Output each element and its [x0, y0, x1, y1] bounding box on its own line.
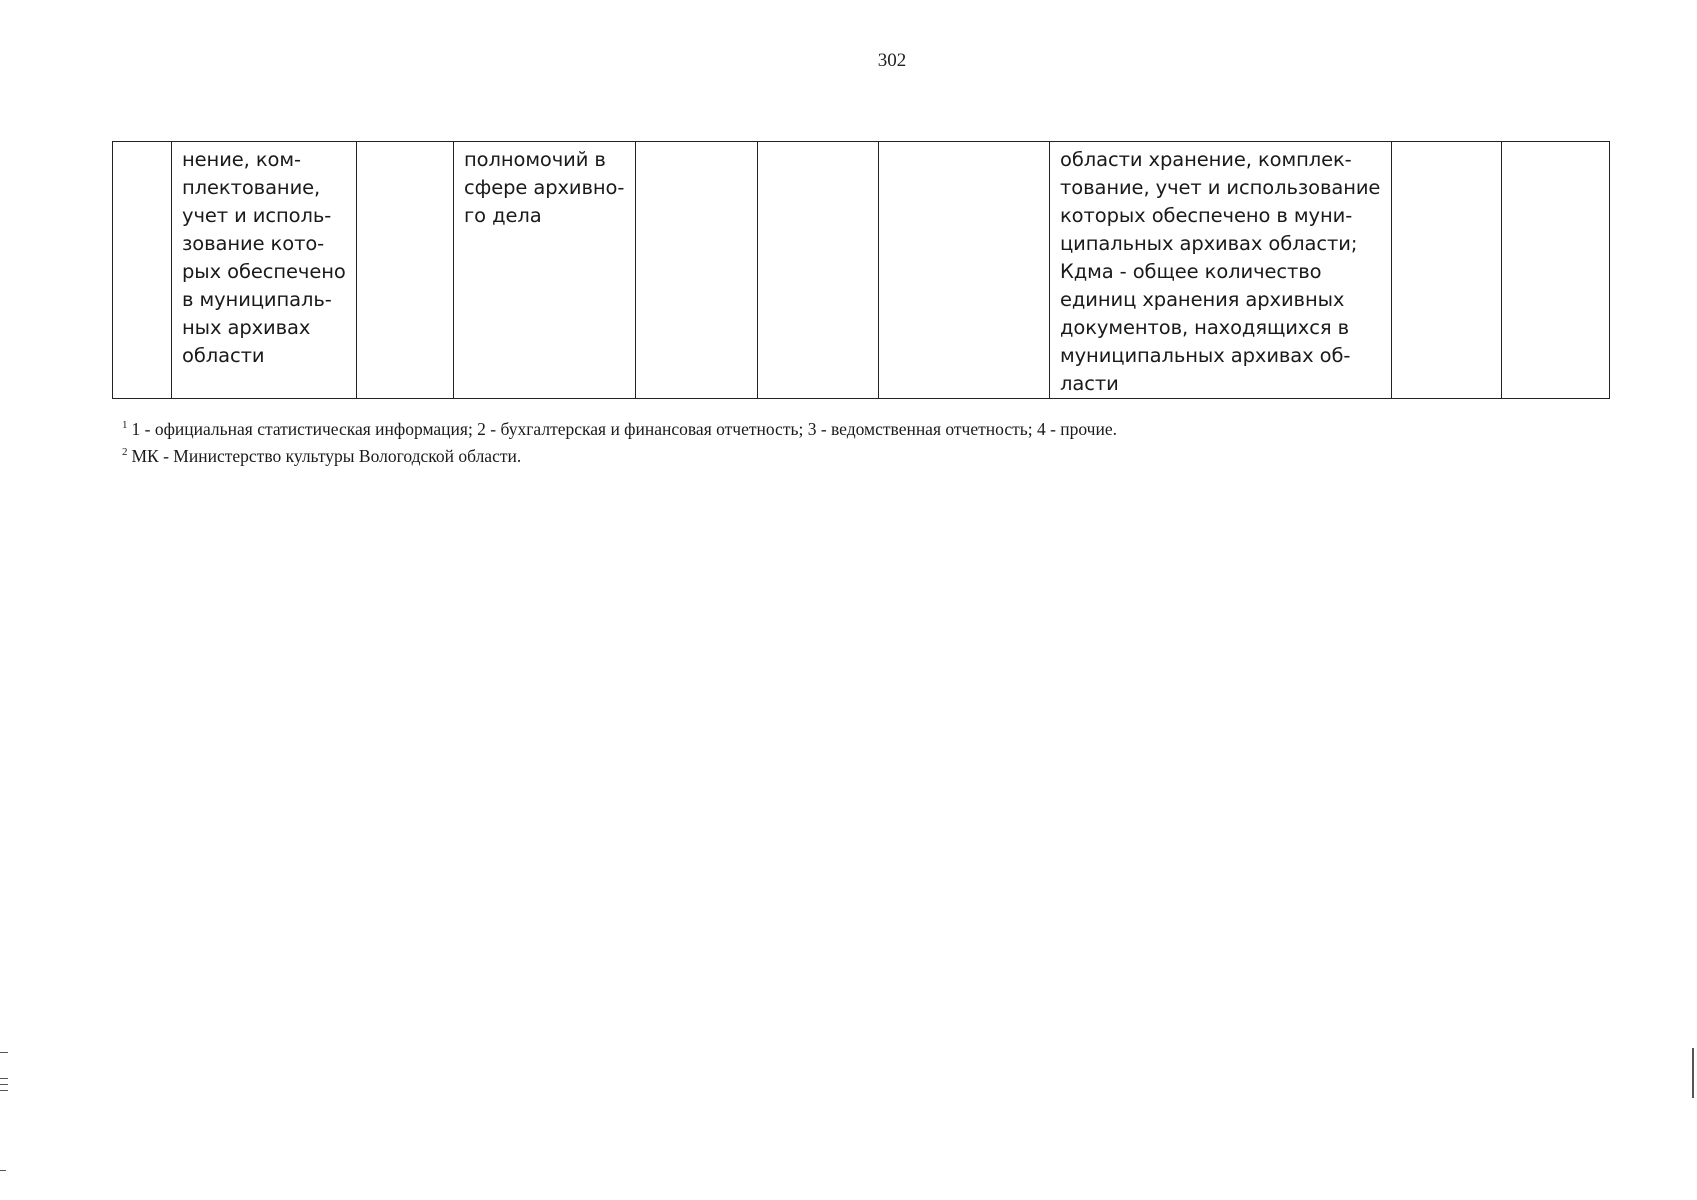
table-cell-unit	[357, 142, 454, 399]
table-row	[113, 142, 1610, 399]
footnote-text: МК - Министерство культуры Вологодской области.	[131, 446, 522, 466]
scan-mark	[0, 1170, 6, 1171]
footnote-marker: 2	[122, 446, 128, 458]
table-cell-responsible	[1502, 142, 1610, 399]
table-cell-formula-description: области хранение, комплек- тование, учет и использование которых обеспечено в муни- ципальных архивах области; Кдма - общее количество единиц хранения архивных документов, находящихся в муниципальных архивах об- ласти	[1050, 142, 1392, 399]
footnote-1	[122, 414, 1117, 441]
scan-mark	[0, 1078, 8, 1079]
footnote-2	[122, 441, 1117, 468]
table-cell-period	[636, 142, 758, 399]
scan-mark	[1692, 1048, 1694, 1098]
table-cell-source	[1392, 142, 1502, 399]
table-cell-indicator-name: нение, ком- плектование, учет и исполь- зование кото- рых обеспечено в муниципаль- ных архивах области	[172, 142, 357, 399]
table-cell-number	[113, 142, 172, 399]
scan-mark	[0, 1084, 8, 1085]
table-cell-type	[758, 142, 879, 399]
footnote-marker: 1	[122, 419, 128, 431]
footnote-text: 1 - официальная статистическая информация; 2 - бухгалтерская и финансовая отчетность; 3 - ведомственная отчетность; 4 - прочие.	[131, 419, 1117, 439]
table-cell-definition: полномочий в сфере архивно- го дела	[454, 142, 636, 399]
footnotes	[122, 414, 1117, 468]
scan-mark	[0, 1090, 8, 1091]
page-number: 302	[877, 50, 907, 71]
scan-mark	[0, 1052, 8, 1053]
indicator-table	[112, 141, 1610, 399]
table-cell-algorithm	[879, 142, 1050, 399]
